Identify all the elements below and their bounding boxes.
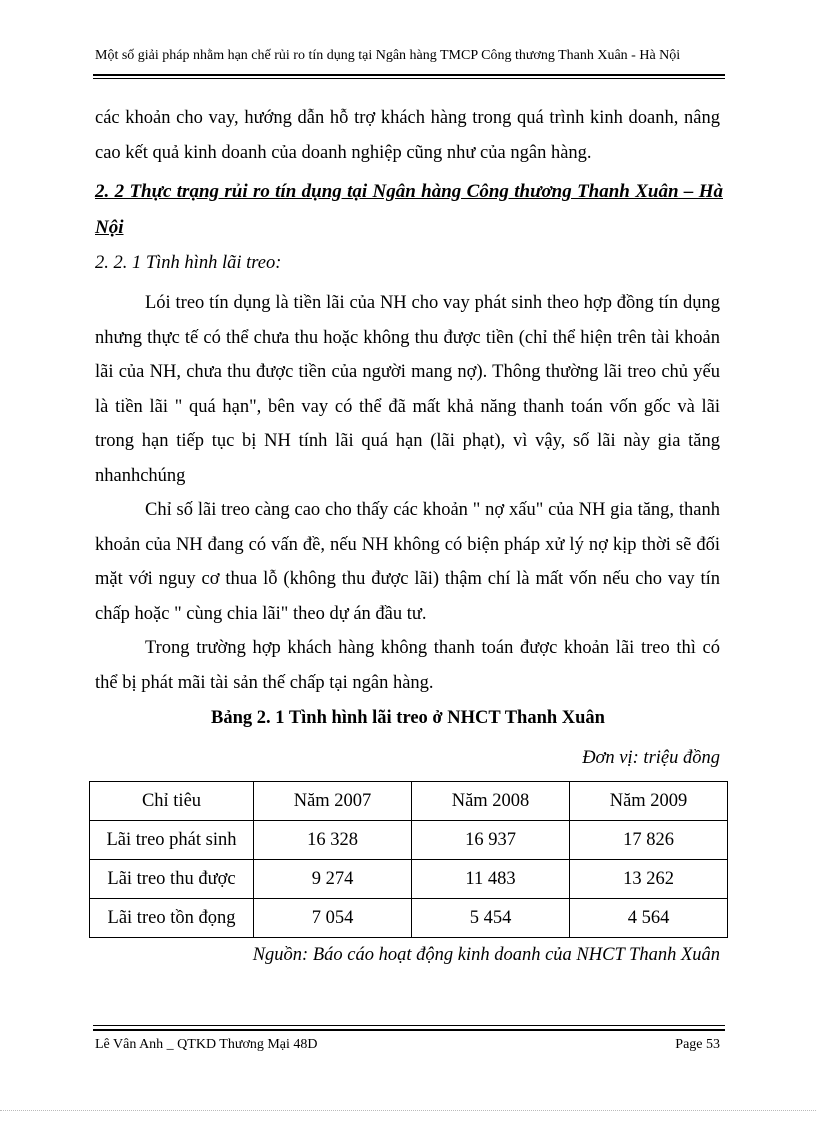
paragraph-1: Lói treo tín dụng là tiền lãi của NH cho vay phát sinh theo hợp đồng tín dụng nhưng thực tế có thể chưa thu hoặc không thu được tiền (chỉ thể hiện trên tài khoản lãi của NH, chưa thu được tiền của người mang nợ). Thông thường lãi treo chủ yếu là tiền lãi " quá hạn", bên vay có thể đã mất khả năng thanh toán vốn gốc và lãi trong hạn tiếp tục bị NH tính lãi quá hạn (lãi phạt), vì vậy, số lãi này gia tăng nhanhchúng <box>95 293 720 486</box>
table-source: Nguồn: Báo cáo hoạt động kinh doanh của NHCT Thanh Xuân <box>252 945 720 965</box>
intro-line-1: các khoản cho vay, hướng dẫn hỗ trợ khách hàng trong quá trình kinh doanh, nâng <box>95 108 720 128</box>
table-unit: Đơn vị: triệu đồng <box>582 748 720 768</box>
intro-paragraph <box>95 101 720 170</box>
table-cell: 4 564 <box>570 899 728 938</box>
paragraph-3: Trong trường hợp khách hàng không thanh toán được khoản lãi treo thì có thể bị phát mãi tài sản thế chấp tại ngân hàng. <box>95 638 720 693</box>
running-header: Một số giải pháp nhằm hạn chế rủi ro tín dụng tại Ngân hàng TMCP Công thương Thanh Xuân - Hà Nội <box>95 48 681 63</box>
column-header: Năm 2008 <box>412 782 570 821</box>
table-row <box>90 899 728 938</box>
footer-rule-thin <box>93 1025 725 1026</box>
table-row <box>90 821 728 860</box>
page-edge <box>0 1110 816 1111</box>
body-text <box>95 286 720 700</box>
row-label: Lãi treo phát sinh <box>90 821 254 860</box>
interest-table <box>89 781 728 938</box>
subsection-heading: 2. 2. 1 Tình hình lãi treo: <box>95 253 282 273</box>
table-cell: 5 454 <box>412 899 570 938</box>
section-heading <box>95 174 723 246</box>
section-heading-line-1: 2. 2 Thực trạng rủi ro tín dụng tại Ngân hàng Công thương Thanh Xuân – Hà <box>95 181 723 202</box>
table-cell: 16 328 <box>254 821 412 860</box>
table-cell: 17 826 <box>570 821 728 860</box>
table-cell: 7 054 <box>254 899 412 938</box>
row-label: Lãi treo tồn đọng <box>90 899 254 938</box>
table-cell: 13 262 <box>570 860 728 899</box>
table-caption: Bảng 2. 1 Tình hình lãi treo ở NHCT Thanh Xuân <box>211 708 605 728</box>
header-rule-thin <box>93 78 725 79</box>
section-heading-line-2: Nội <box>95 217 124 238</box>
table-header-row <box>90 782 728 821</box>
table-cell: 9 274 <box>254 860 412 899</box>
footer-rule <box>93 1029 725 1031</box>
table-cell: 11 483 <box>412 860 570 899</box>
page-number: Page 53 <box>675 1037 720 1052</box>
row-label: Lãi treo thu được <box>90 860 254 899</box>
column-header: Năm 2007 <box>254 782 412 821</box>
column-header: Năm 2009 <box>570 782 728 821</box>
table-cell: 16 937 <box>412 821 570 860</box>
intro-line-2: cao kết quả kinh doanh của doanh nghiệp cũng như của ngân hàng. <box>95 142 592 163</box>
header-rule <box>93 74 725 76</box>
footer-author: Lê Vân Anh _ QTKD Thương Mại 48D <box>95 1037 318 1052</box>
paragraph-2: Chỉ số lãi treo càng cao cho thấy các khoản " nợ xấu" của NH gia tăng, thanh khoản của NH đang có vấn đề, nếu NH không có biện pháp xử lý nợ kịp thời sẽ đối mặt với nguy cơ thua lỗ (không thu được lãi) thậm chí là mất vốn nếu cho vay tín chấp hoặc " cùng chia lãi" theo dự án đầu tư. <box>95 500 720 624</box>
column-header: Chỉ tiêu <box>90 782 254 821</box>
table-row <box>90 860 728 899</box>
